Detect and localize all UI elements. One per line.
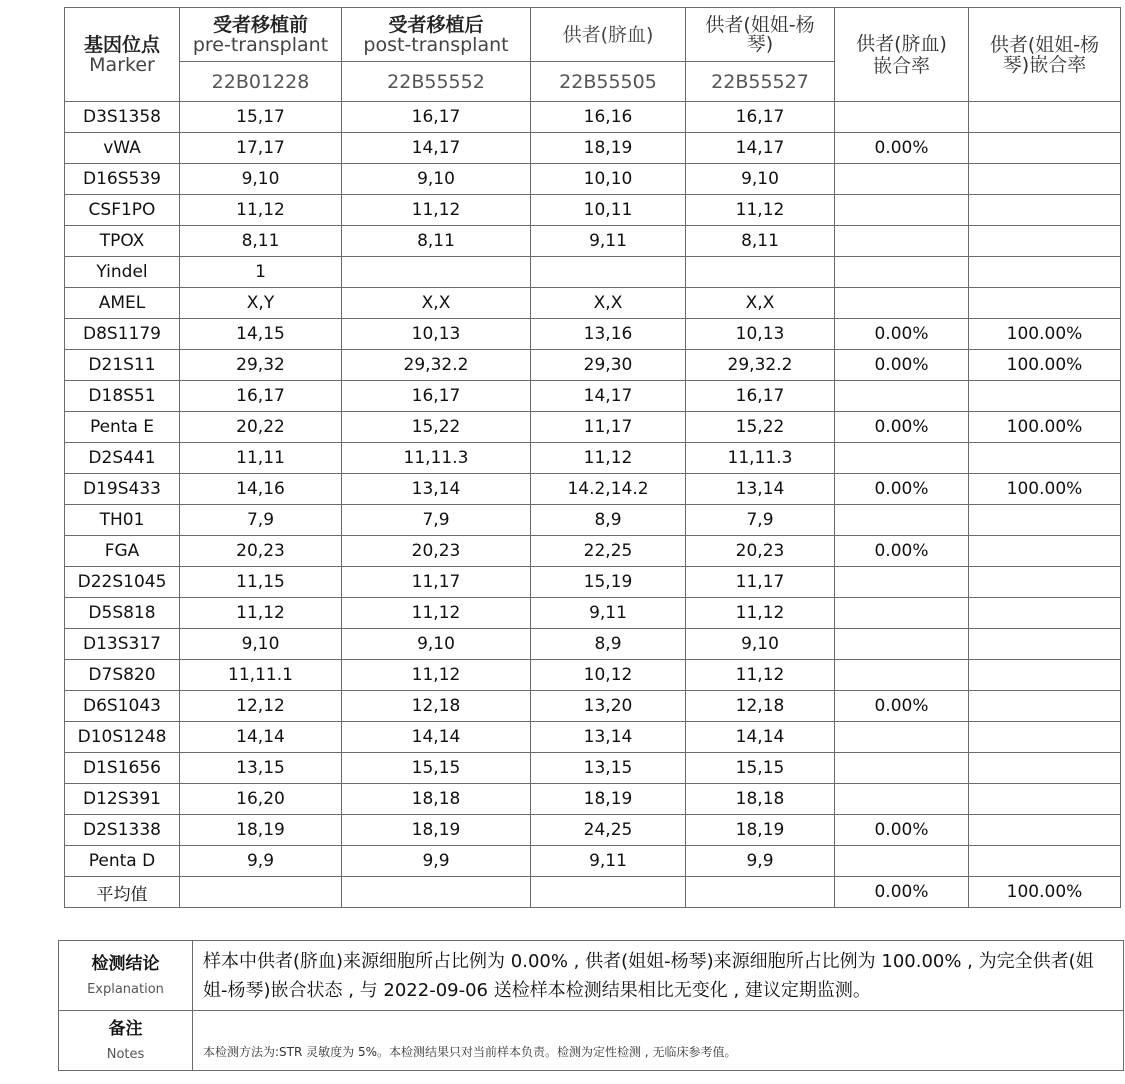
post-transplant-cell: 14,17 [342, 133, 531, 164]
pre-transplant-cell: 8,11 [180, 226, 342, 257]
donor-cord-cell: 9,11 [531, 846, 686, 877]
header-marker: 基因位点 Marker [65, 8, 180, 102]
marker-cell: D3S1358 [65, 102, 180, 133]
conclusion-label: 检测结论 Explanation [59, 941, 193, 1011]
chimerism-sister-cell [969, 505, 1121, 536]
chimerism-cord-cell [835, 660, 969, 691]
header-post-transplant: 受者移植后 post-transplant [342, 8, 531, 62]
donor-cord-cell: 11,17 [531, 412, 686, 443]
chimerism-cord-cell: 0.00% [835, 412, 969, 443]
chimerism-sister-cell [969, 164, 1121, 195]
table-row [65, 505, 1121, 536]
conclusion-row [59, 941, 1124, 1011]
chimerism-sister-cell [969, 102, 1121, 133]
table-row [65, 815, 1121, 846]
pre-transplant-cell: 20,22 [180, 412, 342, 443]
chimerism-cord-cell [835, 753, 969, 784]
post-transplant-cell: 18,19 [342, 815, 531, 846]
post-transplant-cell: 12,18 [342, 691, 531, 722]
marker-cell: D6S1043 [65, 691, 180, 722]
table-row [65, 474, 1121, 505]
chimerism-cord-cell: 0.00% [835, 877, 969, 908]
chimerism-sister-cell [969, 660, 1121, 691]
header-donor-sister: 供者(姐姐-杨琴) [686, 8, 835, 62]
marker-cell: FGA [65, 536, 180, 567]
conclusion-text: 样本中供者(脐血)来源细胞所占比例为 0.00% , 供者(姐姐-杨琴)来源细胞所占比例为 100.00% , 为完全供者(姐姐-杨琴)嵌合状态 , 与 2022-09-06 送检样本检测结果相比无变化 , 建议定期监测。 [193, 941, 1124, 1011]
chimerism-sister-cell [969, 443, 1121, 474]
post-transplant-cell: 18,18 [342, 784, 531, 815]
chimerism-sister-cell [969, 195, 1121, 226]
chimerism-cord-cell [835, 164, 969, 195]
marker-cell: TPOX [65, 226, 180, 257]
chimerism-sister-cell [969, 722, 1121, 753]
donor-sister-cell: 18,18 [686, 784, 835, 815]
donor-cord-cell: 8,9 [531, 505, 686, 536]
marker-cell: 平均值 [65, 877, 180, 908]
chimerism-sister-cell [969, 629, 1121, 660]
pre-transplant-cell: X,Y [180, 288, 342, 319]
donor-sister-cell: 9,10 [686, 629, 835, 660]
marker-cell: D8S1179 [65, 319, 180, 350]
chimerism-cord-cell: 0.00% [835, 474, 969, 505]
pre-transplant-cell: 29,32 [180, 350, 342, 381]
post-transplant-cell: 11,11.3 [342, 443, 531, 474]
table-row [65, 381, 1121, 412]
pre-transplant-cell: 18,19 [180, 815, 342, 846]
pre-transplant-cell [180, 877, 342, 908]
donor-sister-cell: 11,12 [686, 598, 835, 629]
table-row [65, 412, 1121, 443]
chimerism-sister-cell: 100.00% [969, 474, 1121, 505]
donor-cord-cell: 10,11 [531, 195, 686, 226]
donor-cord-cell: 10,12 [531, 660, 686, 691]
donor-sister-cell: 16,17 [686, 102, 835, 133]
table-row [65, 102, 1121, 133]
pre-transplant-cell: 9,10 [180, 164, 342, 195]
header-chimerism-cord-blood: 供者(脐血)嵌合率 [835, 8, 969, 102]
donor-cord-cell [531, 257, 686, 288]
chimerism-cord-cell: 0.00% [835, 536, 969, 567]
pre-transplant-cell: 11,12 [180, 195, 342, 226]
chimerism-cord-cell [835, 102, 969, 133]
donor-sister-cell: 14,14 [686, 722, 835, 753]
pre-transplant-cell: 11,15 [180, 567, 342, 598]
post-transplant-cell: 13,14 [342, 474, 531, 505]
table-row [65, 319, 1121, 350]
table-row [65, 443, 1121, 474]
donor-sister-cell: 14,17 [686, 133, 835, 164]
post-transplant-cell [342, 257, 531, 288]
donor-sister-cell: 11,11.3 [686, 443, 835, 474]
marker-cell: D1S1656 [65, 753, 180, 784]
post-transplant-cell: 15,22 [342, 412, 531, 443]
table-row [65, 691, 1121, 722]
donor-sister-cell: 20,23 [686, 536, 835, 567]
marker-cell: Yindel [65, 257, 180, 288]
post-transplant-cell: 10,13 [342, 319, 531, 350]
chimerism-sister-cell: 100.00% [969, 877, 1121, 908]
table-row [65, 567, 1121, 598]
donor-sister-cell: 18,19 [686, 815, 835, 846]
header-donor-cord-blood: 供者(脐血) [531, 8, 686, 62]
table-row [65, 350, 1121, 381]
marker-cell: D2S441 [65, 443, 180, 474]
table-row [65, 598, 1121, 629]
donor-cord-cell: 10,10 [531, 164, 686, 195]
marker-cell: D18S51 [65, 381, 180, 412]
pre-transplant-cell: 11,12 [180, 598, 342, 629]
chimerism-cord-cell [835, 567, 969, 598]
chimerism-cord-cell [835, 288, 969, 319]
table-row [65, 257, 1121, 288]
chimerism-sister-cell: 100.00% [969, 319, 1121, 350]
pre-transplant-cell: 15,17 [180, 102, 342, 133]
header-chimerism-sister: 供者(姐姐-杨琴)嵌合率 [969, 8, 1121, 102]
chimerism-sister-cell [969, 691, 1121, 722]
post-transplant-cell: 29,32.2 [342, 350, 531, 381]
pre-transplant-cell: 9,9 [180, 846, 342, 877]
average-row [65, 877, 1121, 908]
marker-cell: D22S1045 [65, 567, 180, 598]
sample-id-post: 22B55552 [342, 62, 531, 102]
donor-sister-cell [686, 257, 835, 288]
post-transplant-cell: 11,12 [342, 660, 531, 691]
chimerism-cord-cell [835, 195, 969, 226]
donor-cord-cell: 9,11 [531, 598, 686, 629]
post-transplant-cell: 9,10 [342, 164, 531, 195]
marker-cell: D21S11 [65, 350, 180, 381]
donor-cord-cell: 22,25 [531, 536, 686, 567]
table-row [65, 846, 1121, 877]
table-row [65, 753, 1121, 784]
donor-cord-cell: 8,9 [531, 629, 686, 660]
donor-sister-cell: X,X [686, 288, 835, 319]
chimerism-sister-cell [969, 381, 1121, 412]
pre-transplant-cell: 20,23 [180, 536, 342, 567]
donor-cord-cell: 14,17 [531, 381, 686, 412]
donor-cord-cell: 9,11 [531, 226, 686, 257]
pre-transplant-cell: 1 [180, 257, 342, 288]
chimerism-sister-cell [969, 536, 1121, 567]
post-transplant-cell: 15,15 [342, 753, 531, 784]
donor-cord-cell [531, 877, 686, 908]
chimerism-sister-cell [969, 567, 1121, 598]
table-row [65, 226, 1121, 257]
post-transplant-cell: 14,14 [342, 722, 531, 753]
chimerism-sister-cell [969, 846, 1121, 877]
donor-cord-cell: 11,12 [531, 443, 686, 474]
marker-cell: D10S1248 [65, 722, 180, 753]
chimerism-cord-cell: 0.00% [835, 815, 969, 846]
chimerism-sister-cell [969, 784, 1121, 815]
chimerism-cord-cell: 0.00% [835, 350, 969, 381]
pre-transplant-cell: 9,10 [180, 629, 342, 660]
chimerism-cord-cell [835, 598, 969, 629]
sample-id-pre: 22B01228 [180, 62, 342, 102]
donor-sister-cell: 15,22 [686, 412, 835, 443]
pre-transplant-cell: 16,17 [180, 381, 342, 412]
donor-sister-cell: 15,15 [686, 753, 835, 784]
donor-cord-cell: 18,19 [531, 133, 686, 164]
table-row [65, 629, 1121, 660]
table-body [65, 102, 1121, 908]
chimerism-sister-cell [969, 753, 1121, 784]
donor-sister-cell: 9,10 [686, 164, 835, 195]
notes-text: 本检测方法为:STR 灵敏度为 5%。本检测结果只对当前样本负责。检测为定性检测 , 无临床参考值。 [193, 1011, 1124, 1071]
chimerism-cord-cell: 0.00% [835, 691, 969, 722]
donor-cord-cell: 18,19 [531, 784, 686, 815]
post-transplant-cell: 9,9 [342, 846, 531, 877]
sample-id-donor-cord: 22B55505 [531, 62, 686, 102]
chimerism-sister-cell [969, 257, 1121, 288]
conclusion-table [58, 940, 1124, 1071]
post-transplant-cell: 11,12 [342, 195, 531, 226]
donor-sister-cell: 11,12 [686, 660, 835, 691]
pre-transplant-cell: 11,11.1 [180, 660, 342, 691]
marker-cell: D5S818 [65, 598, 180, 629]
post-transplant-cell: 11,12 [342, 598, 531, 629]
marker-cell: vWA [65, 133, 180, 164]
post-transplant-cell [342, 877, 531, 908]
donor-cord-cell: X,X [531, 288, 686, 319]
donor-cord-cell: 13,14 [531, 722, 686, 753]
sample-id-donor-sister: 22B55527 [686, 62, 835, 102]
pre-transplant-cell: 7,9 [180, 505, 342, 536]
chimerism-cord-cell [835, 257, 969, 288]
chimerism-sister-cell [969, 815, 1121, 846]
table-row [65, 164, 1121, 195]
marker-cell: D16S539 [65, 164, 180, 195]
header-row [65, 8, 1121, 62]
chimerism-cord-cell: 0.00% [835, 133, 969, 164]
post-transplant-cell: 16,17 [342, 381, 531, 412]
post-transplant-cell: 8,11 [342, 226, 531, 257]
pre-transplant-cell: 14,15 [180, 319, 342, 350]
notes-row [59, 1011, 1124, 1071]
pre-transplant-cell: 11,11 [180, 443, 342, 474]
donor-sister-cell: 16,17 [686, 381, 835, 412]
marker-cell: D12S391 [65, 784, 180, 815]
pre-transplant-cell: 17,17 [180, 133, 342, 164]
table-row [65, 536, 1121, 567]
chimerism-cord-cell [835, 846, 969, 877]
chimerism-sister-cell [969, 598, 1121, 629]
chimerism-cord-cell: 0.00% [835, 319, 969, 350]
pre-transplant-cell: 14,16 [180, 474, 342, 505]
donor-sister-cell: 13,14 [686, 474, 835, 505]
table-row [65, 660, 1121, 691]
donor-sister-cell [686, 877, 835, 908]
chimerism-cord-cell [835, 784, 969, 815]
table-row [65, 195, 1121, 226]
donor-sister-cell: 12,18 [686, 691, 835, 722]
chimerism-sister-cell [969, 226, 1121, 257]
donor-cord-cell: 15,19 [531, 567, 686, 598]
table-row [65, 133, 1121, 164]
post-transplant-cell: 7,9 [342, 505, 531, 536]
donor-cord-cell: 13,20 [531, 691, 686, 722]
donor-sister-cell: 7,9 [686, 505, 835, 536]
chimerism-sister-cell [969, 133, 1121, 164]
donor-sister-cell: 10,13 [686, 319, 835, 350]
pre-transplant-cell: 16,20 [180, 784, 342, 815]
chimerism-cord-cell [835, 381, 969, 412]
chimerism-cord-cell [835, 629, 969, 660]
marker-cell: AMEL [65, 288, 180, 319]
donor-cord-cell: 14.2,14.2 [531, 474, 686, 505]
post-transplant-cell: 16,17 [342, 102, 531, 133]
table-row [65, 722, 1121, 753]
donor-cord-cell: 16,16 [531, 102, 686, 133]
pre-transplant-cell: 12,12 [180, 691, 342, 722]
chimerism-sister-cell: 100.00% [969, 350, 1121, 381]
str-chimerism-table [64, 7, 1121, 908]
chimerism-cord-cell [835, 443, 969, 474]
post-transplant-cell: 11,17 [342, 567, 531, 598]
pre-transplant-cell: 14,14 [180, 722, 342, 753]
donor-sister-cell: 11,17 [686, 567, 835, 598]
donor-sister-cell: 9,9 [686, 846, 835, 877]
chimerism-sister-cell: 100.00% [969, 412, 1121, 443]
post-transplant-cell: 20,23 [342, 536, 531, 567]
marker-cell: D2S1338 [65, 815, 180, 846]
table-row [65, 784, 1121, 815]
marker-cell: D7S820 [65, 660, 180, 691]
chimerism-cord-cell [835, 722, 969, 753]
marker-cell: D13S317 [65, 629, 180, 660]
donor-cord-cell: 13,16 [531, 319, 686, 350]
chimerism-cord-cell [835, 226, 969, 257]
chimerism-cord-cell [835, 505, 969, 536]
header-pre-transplant: 受者移植前 pre-transplant [180, 8, 342, 62]
donor-sister-cell: 29,32.2 [686, 350, 835, 381]
post-transplant-cell: 9,10 [342, 629, 531, 660]
chimerism-sister-cell [969, 288, 1121, 319]
donor-cord-cell: 24,25 [531, 815, 686, 846]
marker-cell: D19S433 [65, 474, 180, 505]
donor-cord-cell: 13,15 [531, 753, 686, 784]
notes-label: 备注 Notes [59, 1011, 193, 1071]
marker-cell: Penta E [65, 412, 180, 443]
post-transplant-cell: X,X [342, 288, 531, 319]
table-row [65, 288, 1121, 319]
donor-cord-cell: 29,30 [531, 350, 686, 381]
pre-transplant-cell: 13,15 [180, 753, 342, 784]
marker-cell: Penta D [65, 846, 180, 877]
marker-cell: CSF1PO [65, 195, 180, 226]
marker-cell: TH01 [65, 505, 180, 536]
donor-sister-cell: 11,12 [686, 195, 835, 226]
donor-sister-cell: 8,11 [686, 226, 835, 257]
